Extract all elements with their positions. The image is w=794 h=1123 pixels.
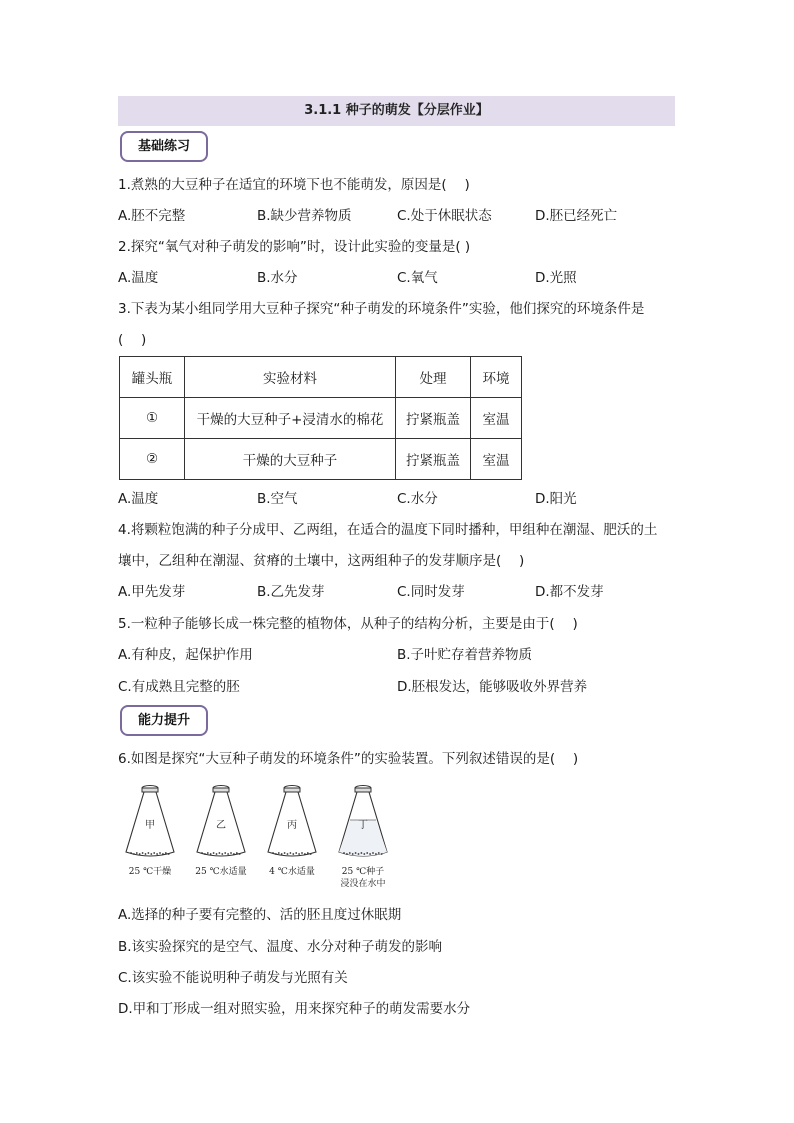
question-1-option-b: B.缺少营养物质 <box>257 208 352 224</box>
flask-4 <box>339 786 387 890</box>
table-header-cell: 处理 <box>396 357 471 398</box>
flask-neck <box>142 788 158 792</box>
question-3-option-c: C.水分 <box>397 491 438 507</box>
seed-dot <box>298 853 300 855</box>
seed-dot <box>346 853 348 855</box>
seed-dot <box>150 853 152 855</box>
flask-neck <box>213 788 229 792</box>
question-4-option-a: A.甲先发芽 <box>118 584 186 600</box>
flask-caption: 25 ℃干燥 <box>128 867 172 877</box>
flask-2 <box>195 786 246 878</box>
question-3-stem-line2: ( ) <box>118 332 147 348</box>
table-cell: 拧紧瓶盖 <box>396 398 471 439</box>
seed-dot <box>148 852 150 854</box>
seed-dot <box>221 853 223 855</box>
page-title: 3.1.1 种子的萌发【分层作业】 <box>118 96 675 126</box>
section-tag-basic: 基础练习 <box>120 131 208 162</box>
question-2-option-d: D.光照 <box>535 270 577 286</box>
question-3-option-d: D.阳光 <box>535 491 577 507</box>
seed-dot <box>287 853 289 855</box>
seed-dot <box>239 853 241 855</box>
table-cell: 室温 <box>471 398 522 439</box>
seed-dot <box>165 852 167 854</box>
flask-label: 乙 <box>216 820 226 831</box>
question-6-option-c: C.该实验不能说明种子萌发与光照有关 <box>118 970 348 986</box>
seed-dot <box>361 852 363 854</box>
seed-dot <box>219 852 221 854</box>
seed-dot <box>153 852 155 854</box>
seed-dot <box>213 852 215 854</box>
question-6-option-a: A.选择的种子要有完整的、活的胚且度过休眠期 <box>118 907 402 923</box>
seed-dot <box>355 852 357 854</box>
question-5-option-b: B.子叶贮存着营养物质 <box>397 647 533 663</box>
question-5-option-d: D.胚根发达，能够吸收外界营养 <box>397 679 588 695</box>
seed-dot <box>162 853 164 855</box>
table-row <box>120 398 522 439</box>
seed-dot <box>278 852 280 854</box>
flask-label: 甲 <box>145 820 155 831</box>
question-4-option-b: B.乙先发芽 <box>257 584 325 600</box>
seed-dot <box>284 852 286 854</box>
seed-dot <box>381 853 383 855</box>
seed-dot <box>156 853 158 855</box>
experiment-table <box>119 356 522 480</box>
question-1-option-c: C.处于休眠状态 <box>397 208 492 224</box>
flask-experiment-figure <box>122 780 402 895</box>
table-cell: 干燥的大豆种子 <box>185 439 396 480</box>
flask-label: 丁 <box>358 820 368 831</box>
seed-dot <box>159 852 161 854</box>
flask-caption: 25 ℃水适量 <box>195 867 247 877</box>
question-2-stem: 2.探究“氧气对种子萌发的影响”时，设计此实验的变量是( ) <box>118 239 471 255</box>
seed-dot <box>236 852 238 854</box>
seed-dot <box>301 852 303 854</box>
flask-caption: 25 ℃种子 <box>341 867 385 877</box>
question-4-option-d: D.都不发芽 <box>535 584 604 600</box>
table-cell: 干燥的大豆种子+浸清水的棉花 <box>185 398 396 439</box>
flask-1 <box>126 786 174 878</box>
seed-dot <box>352 853 354 855</box>
seed-dot <box>363 853 365 855</box>
seed-dot <box>310 853 312 855</box>
seed-dot <box>201 852 203 854</box>
seed-dot <box>139 853 141 855</box>
seed-dot <box>210 853 212 855</box>
table-cell: 拧紧瓶盖 <box>396 439 471 480</box>
question-6-option-b: B.该实验探究的是空气、温度、水分对种子萌发的影响 <box>118 939 443 955</box>
seed-dot <box>307 852 309 854</box>
section-tag-advanced: 能力提升 <box>120 705 208 736</box>
question-4-option-c: C.同时发芽 <box>397 584 465 600</box>
seed-dot <box>130 852 132 854</box>
question-6-stem: 6.如图是探究“大豆种子萌发的环境条件”的实验装置。下列叙述错误的是( ) <box>118 751 579 767</box>
question-1-option-a: A.胚不完整 <box>118 208 186 224</box>
seed-dot <box>343 852 345 854</box>
table-header-cell: 实验材料 <box>185 357 396 398</box>
seed-dot <box>349 852 351 854</box>
question-1-stem: 1.煮熟的大豆种子在适宜的环境下也不能萌发，原因是( ) <box>118 177 470 193</box>
seed-dot <box>375 853 377 855</box>
seed-dot <box>358 853 360 855</box>
question-3-option-a: A.温度 <box>118 491 159 507</box>
seed-dot <box>142 852 144 854</box>
seed-dot <box>133 853 135 855</box>
seed-dot <box>290 852 292 854</box>
question-2-option-b: B.水分 <box>257 270 298 286</box>
seed-dot <box>366 852 368 854</box>
seed-dot <box>204 853 206 855</box>
seed-dot <box>295 852 297 854</box>
seed-dot <box>272 852 274 854</box>
seed-dot <box>230 852 232 854</box>
seed-dot <box>304 853 306 855</box>
table-row <box>120 439 522 480</box>
table-header-cell: 罐头瓶 <box>120 357 185 398</box>
seed-dot <box>207 852 209 854</box>
table-cell: ② <box>120 439 185 480</box>
seed-dot <box>292 853 294 855</box>
question-6-option-d: D.甲和丁形成一组对照实验，用来探究种子的萌发需要水分 <box>118 1001 471 1017</box>
table-header-cell: 环境 <box>471 357 522 398</box>
seed-dot <box>372 852 374 854</box>
flask-label: 丙 <box>287 820 297 831</box>
seed-dot <box>281 853 283 855</box>
seed-dot <box>275 853 277 855</box>
flask-neck <box>355 788 371 792</box>
seed-dot <box>378 852 380 854</box>
question-3-stem-line1: 3.下表为某小组同学用大豆种子探究“种子萌发的环境条件”实验，他们探究的环境条件是 <box>118 301 645 317</box>
question-4-stem-line1: 4.将颗粒饱满的种子分成甲、乙两组，在适合的温度下同时播种，甲组种在潮湿、肥沃的土 <box>118 522 658 538</box>
flask-neck <box>284 788 300 792</box>
question-1-option-d: D.胚已经死亡 <box>535 208 618 224</box>
flask-3 <box>268 786 316 878</box>
seed-dot <box>233 853 235 855</box>
table-header-row <box>120 357 522 398</box>
table-cell: ① <box>120 398 185 439</box>
seed-dot <box>369 853 371 855</box>
seed-dot <box>145 853 147 855</box>
table-cell: 室温 <box>471 439 522 480</box>
question-2-option-a: A.温度 <box>118 270 159 286</box>
question-3-option-b: B.空气 <box>257 491 298 507</box>
question-5-stem: 5.一粒种子能够长成一株完整的植物体，从种子的结构分析，主要是由于( ) <box>118 616 578 632</box>
seed-dot <box>224 852 226 854</box>
flask-caption: 4 ℃水适量 <box>269 867 315 877</box>
seed-dot <box>168 853 170 855</box>
seed-dot <box>227 853 229 855</box>
question-2-option-c: C.氧气 <box>397 270 438 286</box>
question-5-option-a: A.有种皮，起保护作用 <box>118 647 253 663</box>
seed-dot <box>136 852 138 854</box>
seed-dot <box>216 853 218 855</box>
flask-caption: 浸没在水中 <box>340 879 386 889</box>
question-5-option-c: C.有成熟且完整的胚 <box>118 679 240 695</box>
question-4-stem-line2: 壤中，乙组种在潮湿、贫瘠的土壤中，这两组种子的发芽顺序是( ) <box>118 553 525 569</box>
